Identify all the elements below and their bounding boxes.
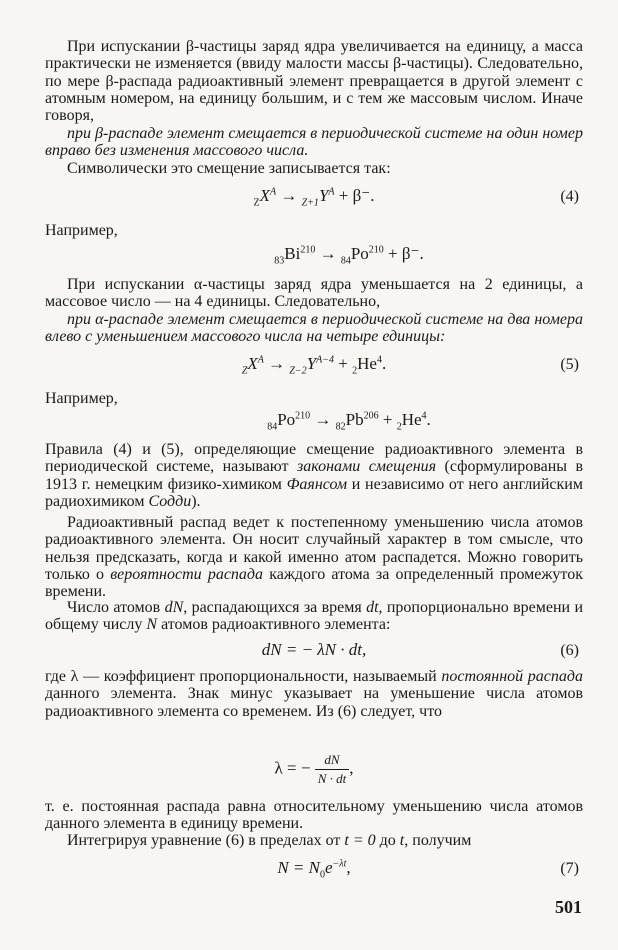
- equation-number: (6): [560, 642, 579, 659]
- paragraph-beta-decay: При испускании β-частицы заряд ядра увеличивается на единицу, а масса практически не изменяется (ввиду малости массы β-частицы). Следовательно, по мере β-распада радиоактивный элемент превращается в другой элемент с атомным номером, на единицу большим, и с тем же массовым числом. Иначе говоря,: [45, 38, 583, 125]
- equation-6: dN = − λN · dt, (6): [261, 640, 579, 659]
- rule-alpha-displacement: при α-распаде элемент смещается в периодической системе на два номера влево с уменьшением массового числа на четыре единицы:: [45, 311, 583, 346]
- paragraph-dn: Число атомов dN, распадающихся за время dt, пропорционально времени и общему числу N атомов радиоактивного элемента:: [45, 599, 584, 634]
- paragraph-symbolic: Символически это смещение записывается так:: [67, 160, 391, 177]
- paragraph-displacement-laws: Правила (4) и (5), определяющие смещение радиоактивного элемента в периодической системе, называют законами смещения (сформулированы в 1913 г. немецким физико-химиком Фаянсом и независимо от него английским радиохимиком Содди).: [45, 441, 584, 510]
- paragraph-alpha-decay: При испускании α-частицы заряд ядра уменьшается на 2 единицы, а массовое число — на 4 единицы. Следовательно,: [45, 276, 583, 311]
- equation-number: (5): [560, 356, 579, 373]
- example-label: Например,: [45, 390, 118, 407]
- equation-4: $_ZX^A \to _{Z+1}Y^A + \beta^-$. (4): [253, 186, 579, 209]
- equation-7: $N = N_0e^{-\lambda t}$, (7): [277, 858, 579, 881]
- paragraph-decay-constant: где λ — коэффициент пропорциональности, называемый постоянной распада данного элемента. Знак минус указывает на уменьшение числа атомов радиоактивного элемента со временем. Из (6) следует, что: [45, 668, 583, 720]
- paragraph-random-decay: Радиоактивный распад ведет к постепенному уменьшению числа атомов радиоактивного элемента. Он носит случайный характер в том смысле, что нельзя предсказать, когда и какой именно атом распадется. Можно говорить только о вероятности распада каждого атома за определенный промежуток времени.: [45, 514, 583, 601]
- equation-number: (4): [560, 188, 579, 205]
- equation-bismuth: $_{83}Bi^{210} \to _{84}Po^{210} + \beta^-$.: [274, 244, 424, 267]
- equation-polonium: $_{84}Po^{210} \to _{82}Pb^{206} + _2He^4$.: [267, 410, 431, 433]
- equation-number: (7): [560, 860, 579, 877]
- fraction: $\frac{dN}{N \cdot dt}$: [315, 752, 350, 787]
- example-label: Например,: [45, 222, 118, 239]
- paragraph-relative-decrease: т. е. постоянная распада равна относительному уменьшению числа атомов данного элемента в единицу времени.: [45, 798, 583, 833]
- rule-beta-displacement: при β-распаде элемент смещается в периодической системе на один номер вправо без изменения массового числа.: [45, 125, 583, 160]
- equation-5: $_ZX^A \to _{Z-2}Y^{A-4} + _2He^4$. (5): [241, 354, 579, 377]
- page-number: 501: [555, 897, 582, 917]
- paragraph-integrating: Интегрируя уравнение (6) в пределах от t = 0 до t, получим: [67, 832, 472, 849]
- equation-lambda: λ = − $\frac{dN}{N \cdot dt}$ ,: [274, 752, 354, 786]
